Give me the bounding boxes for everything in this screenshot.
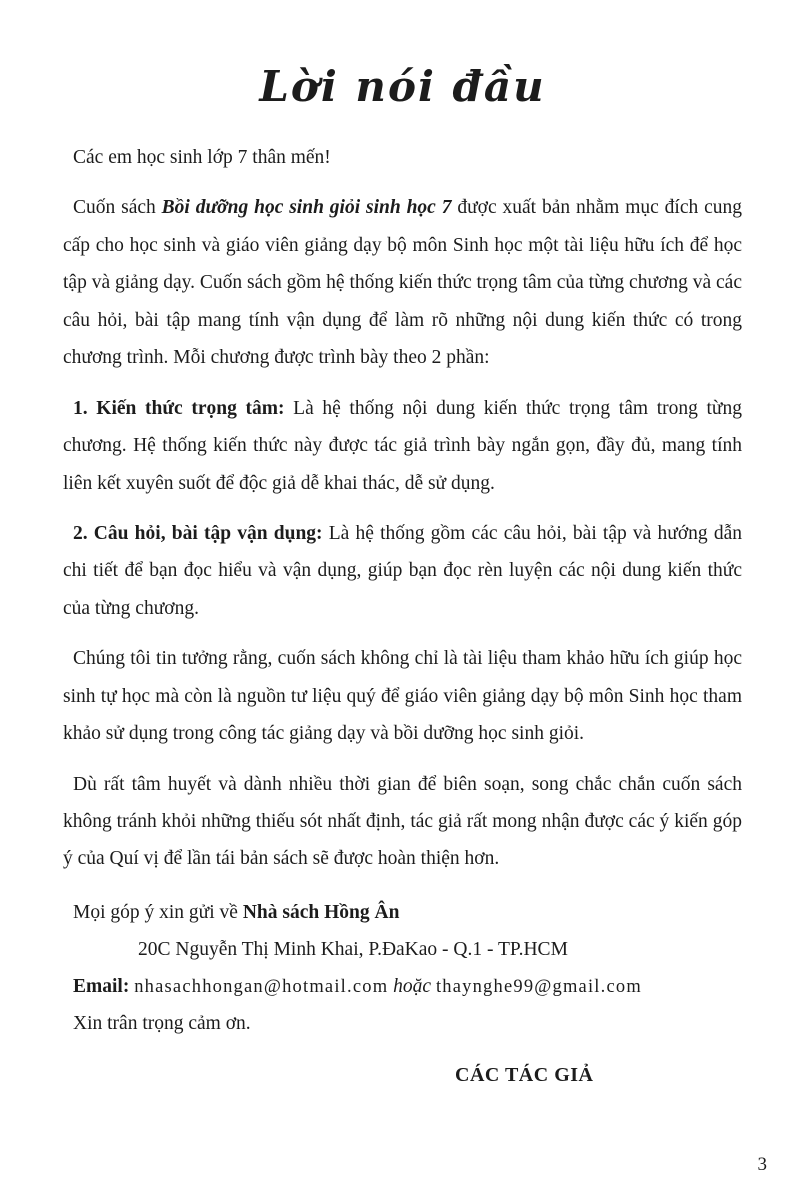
address-line: 20C Nguyễn Thị Minh Khai, P.ĐaKao - Q.1 - TP.HCM <box>138 938 568 960</box>
page-number: 3 <box>757 1154 767 1175</box>
paragraph-confidence: Chúng tôi tin tưởng rằng, cuốn sách không chỉ là tài liệu tham khảo hữu ích giúp học sinh tự học mà còn là nguồn tư liệu quý để giáo viên giảng dạy bộ môn Sinh học tham khảo sử dụng trong công tác giảng dạy và bồi dưỡng học sinh giỏi. <box>63 648 742 745</box>
authors-signature: CÁC TÁC GIẢ <box>455 1064 594 1087</box>
intro-text-post: được xuất bản nhằm mục đích cung cấp cho học sinh và giáo viên giảng dạy bộ môn Sinh học một tài liệu hữu ích để học tập và giảng dạy. Cuốn sách gồm hệ thống kiến thức trọng tâm của từng chương và các câu hỏi, bài tập mang tính vận dụng để làm rõ những nội dung kiến thức có trong chương trình. Mỗi chương được trình bày theo 2 phần: <box>63 197 743 369</box>
paragraph-section1 <box>63 390 742 502</box>
email-address-2: thaynghe99@gmail.com <box>435 976 642 997</box>
thanks-line: Xin trân trọng cảm ơn. <box>73 1013 251 1035</box>
section2-text: Là hệ thống gồm các câu hỏi, bài tập và hướng dẫn chi tiết để bạn đọc hiểu và vận dụng, giúp bạn đọc rèn luyện các nội dung kiến thức của từng chương. <box>63 522 742 619</box>
paragraph-section2 <box>63 515 742 627</box>
paragraph-greeting: Các em học sinh lớp 7 thân mến! <box>73 147 331 168</box>
email-line <box>63 968 742 1005</box>
email-label: Email: <box>73 975 130 997</box>
contact-block <box>63 894 742 1094</box>
email-address-1: nhasachhongan@hotmail.com <box>134 976 389 997</box>
email-conjunction: hoặc <box>393 975 432 997</box>
paragraph-intro <box>63 189 742 376</box>
feedback-text: Mọi góp ý xin gửi về <box>73 901 243 923</box>
section2-label: 2. Câu hỏi, bài tập vận dụng: <box>73 522 323 544</box>
feedback-line <box>63 894 742 931</box>
section1-text: Là hệ thống nội dung kiến thức trọng tâm trong từng chương. Hệ thống kiến thức này được tác giả trình bày ngắn gọn, đầy đủ, mang tính liên kết xuyên suốt để độc giả dễ khai thác, dễ sử dụng. <box>63 397 742 494</box>
paragraph-apology: Dù rất tâm huyết và dành nhiều thời gian để biên soạn, song chắc chắn cuốn sách không tránh khỏi những thiếu sót nhất định, tác giả rất mong nhận được các ý kiến góp ý của Quí vị để lần tái bản sách sẽ được hoàn thiện hơn. <box>63 773 742 870</box>
book-title: Bồi dưỡng học sinh giỏi sinh học 7 <box>161 197 452 219</box>
intro-text-pre: Cuốn sách <box>73 197 162 219</box>
page-title: Lời nói đầu <box>259 62 546 111</box>
store-name: Nhà sách Hồng Ân <box>242 901 400 923</box>
section1-label: 1. Kiến thức trọng tâm: <box>73 397 285 419</box>
